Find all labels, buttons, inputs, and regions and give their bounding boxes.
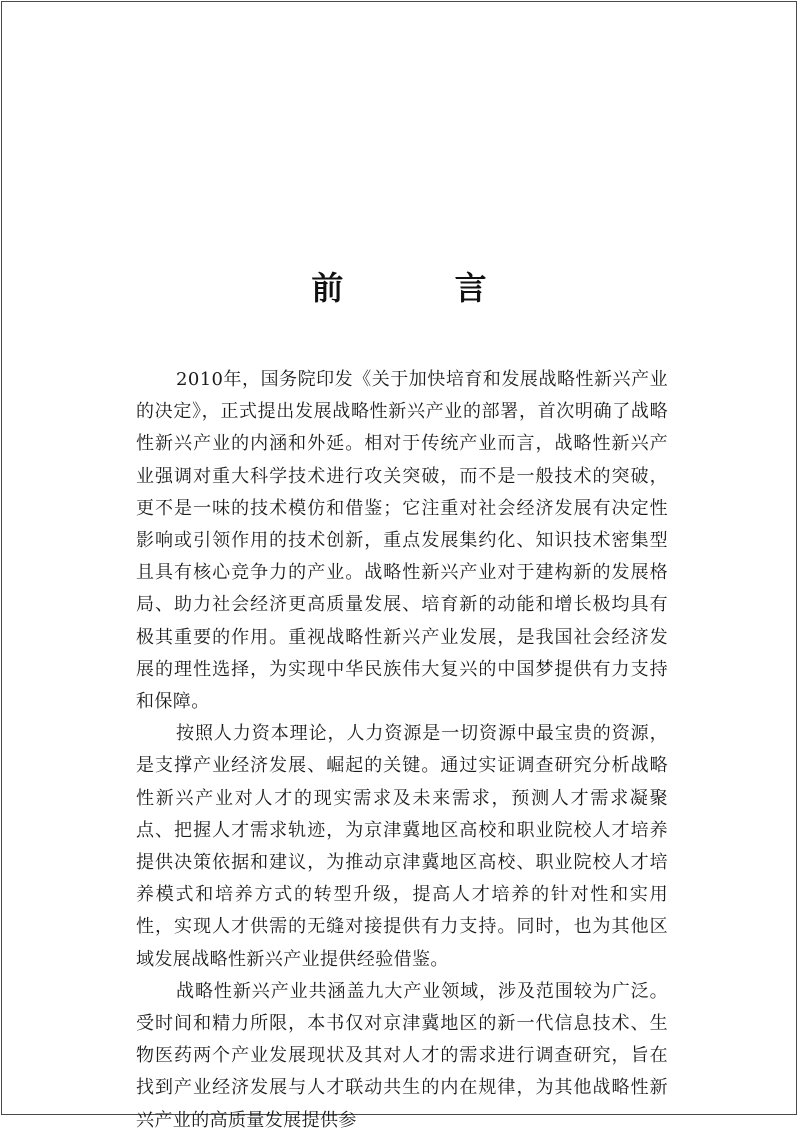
paragraph-2: 按照人力资本理论，人力资源是一切资源中最宝贵的资源，是支撑产业经济发展、崛起的关键。通过实证调查研究分析战略性新兴产业对人才的现实需求及未来需求，预测人才需求凝聚点、把握人才需求轨迹，为京津冀地区高校和职业院校人才培养提供决策依据和建议，为推动京津冀地区高校、职业院校人才培养模式和培养方式的转型升级，提高人才培养的针对性和实用性，实现人才供需的无缝对接提供有力支持。同时，也为其他区域发展战略性新兴产业提供经验借鉴。 [136,723,668,970]
book-page [1,1,797,1131]
page-title: 前 言 [311,269,537,307]
paragraph-3: 战略性新兴产业共涵盖九大产业领域，涉及范围较为广泛。受时间和精力所限，本书仅对京津冀地区的新一代信息技术、生物医药两个产业发展现状及其对人才的需求进行调查研究，旨在找到产业经济发展与人才联动共生的内在规律，为其他战略性新兴产业的高质量发展提供参 [136,980,668,1131]
body-text [136,364,668,1137]
paragraph-1: 2010年，国务院印发《关于加快培育和发展战略性新兴产业的决定》，正式提出发展战略性新兴产业的部署，首次明确了战略性新兴产业的内涵和外延。相对于传统产业而言，战略性新兴产业强调对重大科学技术进行攻关突破，而不是一般技术的突破，更不是一味的技术模仿和借鉴；它注重对社会经济发展有决定性影响或引领作用的技术创新，重点发展集约化、知识技术密集型且具有核心竞争力的产业。战略性新兴产业对于建构新的发展格局、助力社会经济更高质量发展、培育新的动能和增长极均具有极其重要的作用。重视战略性新兴产业发展，是我国社会经济发展的理性选择，为实现中华民族伟大复兴的中国梦提供有力支持和保障。 [136,369,668,713]
